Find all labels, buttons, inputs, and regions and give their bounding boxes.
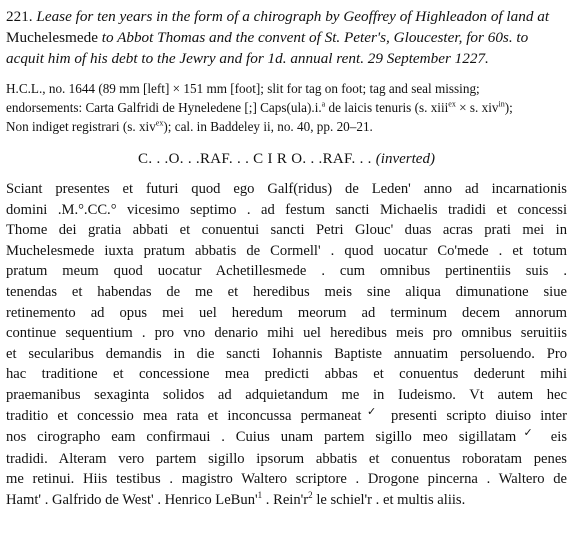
text-line: Sciant presentes et futuri quod ego Galf(ridus) de Leden' anno ad incarnationis xyxy=(6,181,567,197)
notes-line-3-start: Non indiget registrari (s. xiv xyxy=(6,119,156,134)
heading-part-1: Lease for ten years in the form of a chirograph by Geoffrey of Highleadon of land at xyxy=(32,8,550,25)
text-line: Thome dei gratia abbati et conuentui sancti Petri Glouc' duas acras prati mei in xyxy=(6,222,567,239)
text-line: Muchelesmede iuxta pratum abbatis de Cormell' . quod uocatur Co'mede . et totum xyxy=(6,242,567,259)
text-line: retinemento ad opus mei uel heredum meorum ad terminum decem annorum xyxy=(6,304,567,321)
text-segment: presenti scripto diuiso inter xyxy=(391,407,567,424)
footnote-mark-2: 2 xyxy=(308,490,313,501)
notes-sup: ex xyxy=(448,99,456,109)
heading-part-3: to Abbot Thomas and the convent of St. Peter's, Gloucester, for 60s. to acquit him of his debt to the Jewry and for 1d. annual rent. 29 September 1227. xyxy=(6,29,529,67)
notes-line-2-start: endorsements: Carta Galfridi de Hyneledene [;] Caps(ula).i. xyxy=(6,100,322,115)
notes-sup: a xyxy=(321,99,326,109)
text-segment: Rein'r xyxy=(273,491,309,508)
chirograph-legend xyxy=(6,149,567,169)
footnote-mark: 1 xyxy=(257,490,263,501)
text-line: hac traditione et concessione mea predicti abbas et conuentus dederunt mihi xyxy=(6,366,567,383)
text-line: pratum meum quod uocatur Achetillesmede . cum omnibus pertinentiis suis . xyxy=(6,263,567,280)
text-line-last: Hamt' . Galfrido de West' . Henrico $LeBun'^1$ . $Rein'r^2$ le schiel'r . et multis aliis. xyxy=(6,490,466,508)
heading-place-name: Muchelesmede xyxy=(6,29,98,46)
abbreviation-mark: ✓ xyxy=(516,427,540,440)
text-segment: traditio et concessio mea rata et inconcussa permaneat xyxy=(6,407,362,424)
text-line: domini .M.°.CC.° vicesimo septimo . ad festum sancti Michaelis tradidi et concessi xyxy=(6,201,567,218)
text-line-with-mark xyxy=(6,406,567,428)
text-line: me retinui. Hiis testibus . magistro Waltero scriptore . Drogone pincerna . Waltero de xyxy=(6,471,567,488)
text-line: tradidi. Alteram vero partem sigillo ipsorum abbatis et conuentus roboratam penes xyxy=(6,450,567,467)
text-line: praemanibus sexaginta solidos ad adquietandum me in Iudeismo. Vt autem hec xyxy=(6,386,567,403)
notes-line-1: H.C.L., no. 1644 (89 mm [left] × 151 mm [foot]; slit for tag on foot; tag and seal missing; xyxy=(6,81,480,96)
notes-sup: ex xyxy=(155,118,164,128)
text-line: continue sequentium . pro vno denario mihi uel heredibus meis pro omnibus seruitiis xyxy=(6,325,567,342)
charter-text xyxy=(6,179,567,511)
entry-number: 221. xyxy=(6,8,33,25)
entry-heading xyxy=(6,6,567,69)
notes-sup: in xyxy=(498,99,505,109)
archival-notes xyxy=(6,79,567,136)
chirograph-note: (inverted) xyxy=(375,151,435,167)
text-segment: nos cirographo eam confirmaui . Cuius unam partem sigillo meo sigillatam xyxy=(6,429,517,446)
notes-line-2-end: ); xyxy=(504,100,513,115)
text-segment: Hamt' . Galfrido de West' . Henrico LeBun' xyxy=(6,491,258,508)
text-line: tenendas et habendas de me et heredibus meis sine aliqua dimunatione siue xyxy=(6,283,567,300)
chirograph-text: C. . .O. . .RAF. . . C I R O. . .RAF. . . xyxy=(138,151,372,167)
notes-line-3-end: ); cal. in Baddeley ii, no. 40, pp. 20–21. xyxy=(163,119,373,134)
text-segment: le schiel'r . et multis aliis. xyxy=(316,491,466,508)
text-segment: eis xyxy=(550,429,568,446)
notes-line-2-mid: de laicis tenuris (s. xiii xyxy=(325,100,449,115)
text-line: et secularibus demandis in die sancti Iohannis Baptiste annuatim persoluendo. Pro xyxy=(6,345,567,362)
abbreviation-mark: ✓ xyxy=(361,405,382,418)
notes-line-2-mid2: × s. xiv xyxy=(455,100,499,115)
text-line-with-mark xyxy=(6,427,567,449)
